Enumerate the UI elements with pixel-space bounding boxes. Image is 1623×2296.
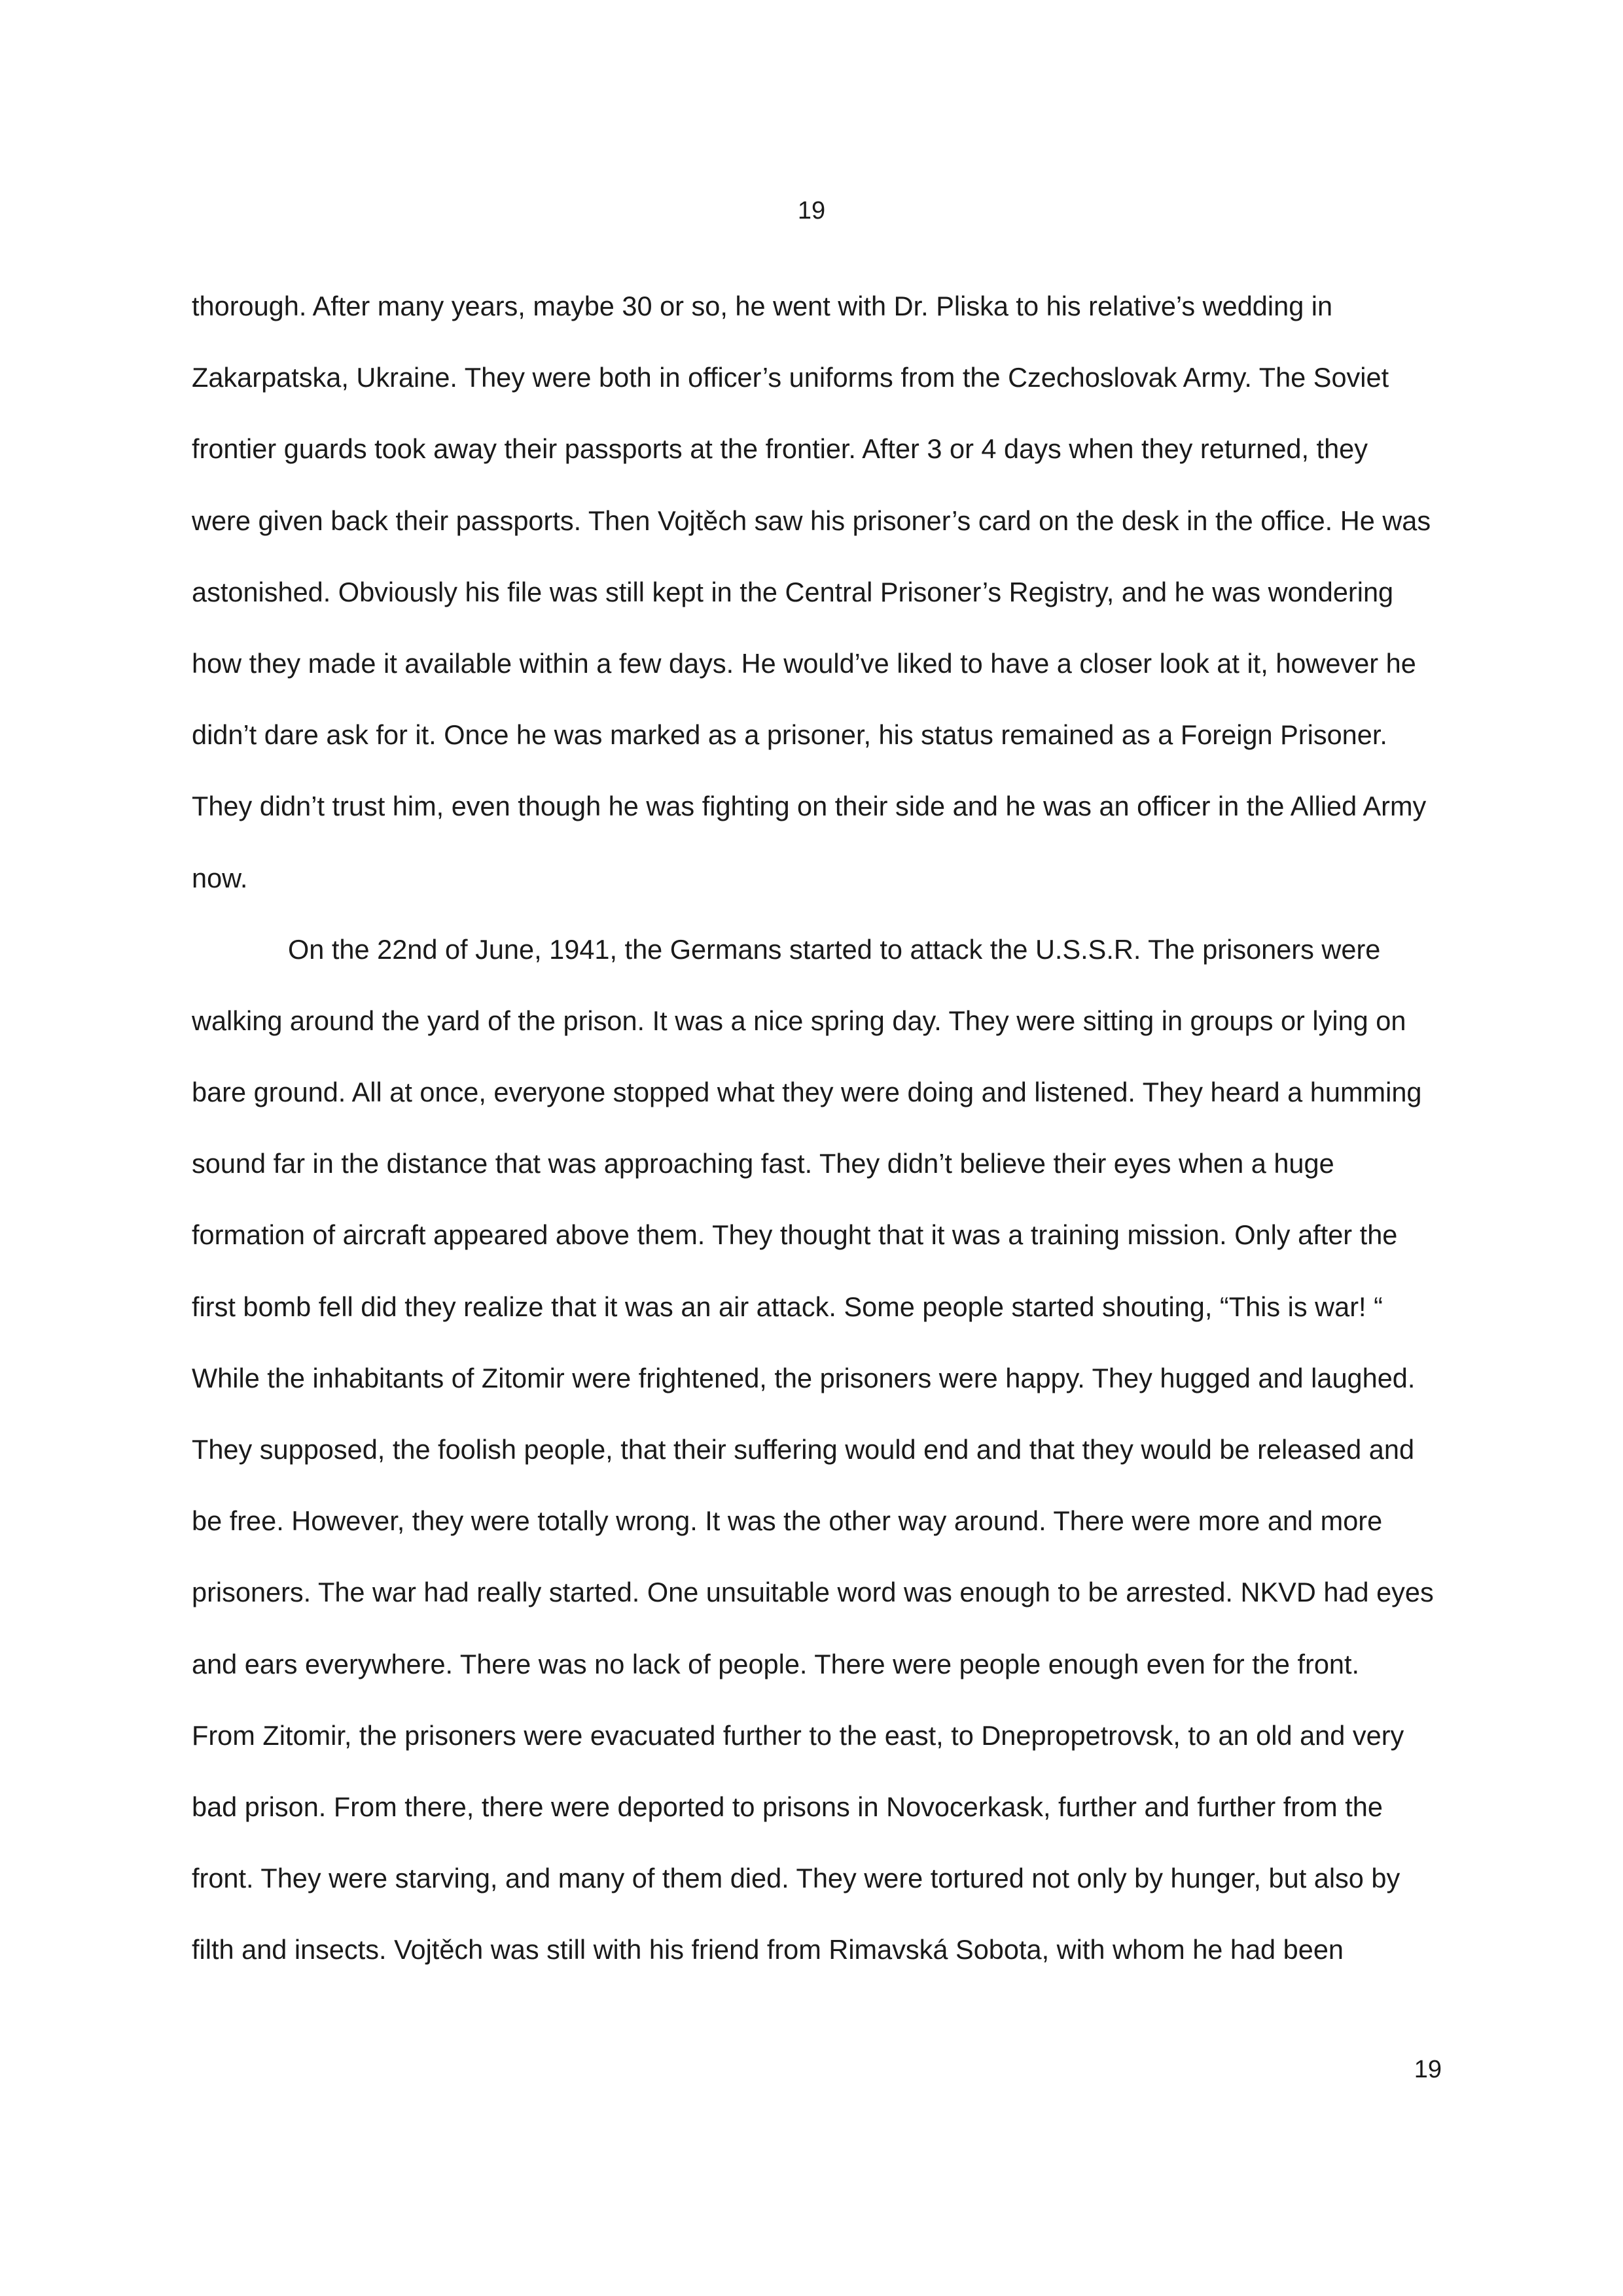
text-line: bad prison. From there, there were deported to prisons in Novocerkask, further and further from the	[192, 1791, 1383, 1822]
text-line: They didn’t trust him, even though he was fighting on their side and he was an officer in the Allied Army	[192, 791, 1427, 822]
text-line: first bomb fell did they realize that it was an air attack. Some people started shouting, “This is war! “	[192, 1291, 1383, 1322]
text-line: bare ground. All at once, everyone stopped what they were doing and listened. They heard a humming	[192, 1077, 1422, 1108]
text-line: now.	[192, 862, 248, 893]
text-line: front. They were starving, and many of them died. They were tortured not only by hunger, but also by	[192, 1863, 1400, 1894]
text-line: walking around the yard of the prison. It was a nice spring day. They were sitting in groups or lying on	[192, 1005, 1406, 1036]
text-line: were given back their passports. Then Vojtěch saw his prisoner’s card on the desk in the office. He was	[192, 505, 1431, 536]
text-line: Zakarpatska, Ukraine. They were both in officer’s uniforms from the Czechoslovak Army. The Soviet	[192, 362, 1389, 393]
text-line: astonished. Obviously his file was still kept in the Central Prisoner’s Registry, and he was wondering	[192, 576, 1394, 607]
text-line: formation of aircraft appeared above them. They thought that it was a training mission. Only after the	[192, 1219, 1398, 1251]
text-line: thorough. After many years, maybe 30 or so, he went with Dr. Pliska to his relative’s wedding in	[192, 291, 1333, 321]
header-page-number: 19	[797, 197, 826, 224]
page-body	[192, 287, 1442, 2002]
text-line: From Zitomir, the prisoners were evacuated further to the east, to Dnepropetrovsk, to an old and very	[192, 1719, 1404, 1751]
text-line: frontier guards took away their passports at the frontier. After 3 or 4 days when they returned, they	[192, 433, 1368, 465]
text-line: be free. However, they were totally wrong. It was the other way around. There were more and more	[192, 1505, 1383, 1537]
text-line: prisoners. The war had really started. One unsuitable word was enough to be arrested. NKVD had eyes	[192, 1577, 1434, 1608]
text-line: how they made it available within a few days. He would’ve liked to have a closer look at it, however he	[192, 647, 1416, 679]
text-line: They supposed, the foolish people, that their suffering would end and that they would be released and	[192, 1434, 1415, 1465]
text-line: filth and insects. Vojtěch was still with his friend from Rimavská Sobota, with whom he had been	[192, 1934, 1344, 1965]
text-line: While the inhabitants of Zitomir were frightened, the prisoners were happy. They hugged and laughed.	[192, 1362, 1416, 1393]
text-line: sound far in the distance that was approaching fast. They didn’t believe their eyes when a huge	[192, 1148, 1334, 1179]
text-line: and ears everywhere. There was no lack of people. There were people enough even for the front.	[192, 1648, 1360, 1679]
footer-page-number: 19	[1414, 2056, 1442, 2083]
text-line: didn’t dare ask for it. Once he was marked as a prisoner, his status remained as a Foreign Prisoner.	[192, 719, 1387, 751]
paragraph-first-line: On the 22nd of June, 1941, the Germans started to attack the U.S.S.R. The prisoners were	[288, 933, 1381, 965]
